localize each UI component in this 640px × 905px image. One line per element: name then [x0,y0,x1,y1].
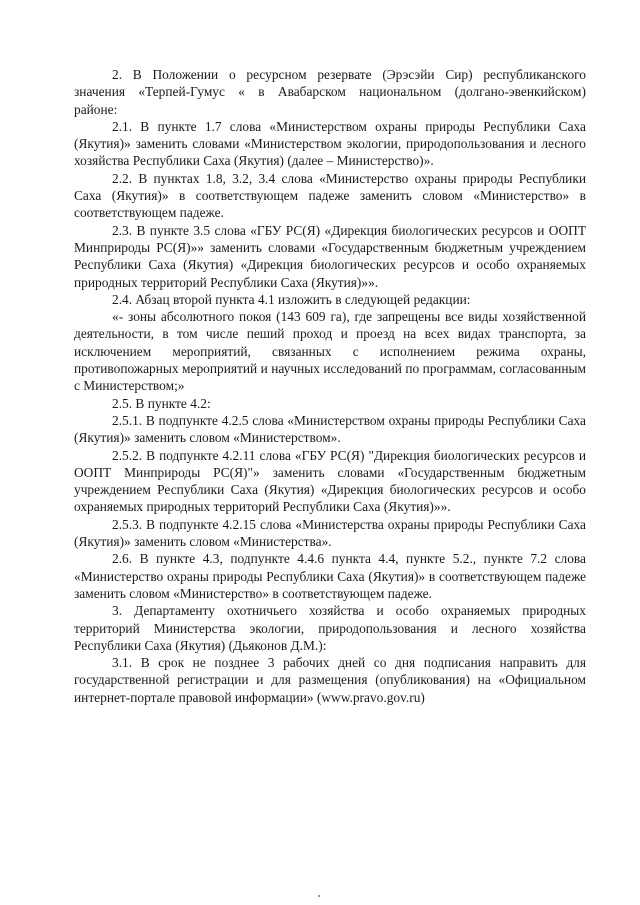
paragraph-item-2-3: 2.3. В пункте 3.5 слова «ГБУ РС(Я) «Дирекция биологических ресурсов и ООПТ Минприроды РС(Я)»» заменить словами «Государственным бюджетным учреждением Республики Саха (Якутия) «Дирекция биологических ресурсов и особо охраняемых природных территорий Республики Саха (Якутия)»». [74,222,586,290]
paragraph-item-2-6: 2.6. В пункте 4.3, подпункте 4.4.6 пункта 4.4, пункте 5.2., пункте 7.2 слова «Министерство охраны природы Республики Саха (Якутия)» в соответствующем падеже заменить словом «Министерство» в соответствующем падеже. [74,551,586,601]
paragraph-item-2-4: 2.4. Абзац второй пункта 4.1 изложить в следующей редакции: [112,291,471,307]
paragraph-item-2-1: 2.1. В пункте 1.7 слова «Министерством охраны природы Республики Саха (Якутия)» заменить словами «Министерством экологии, природопользования и лесного хозяйства Республики Саха (Якутия) (далее – Министерство)». [74,118,586,169]
document-body [74,66,586,706]
paragraph-item-2-2: 2.2. В пунктах 1.8, 3.2, 3.4 слова «Министерство охраны природы Республики Саха (Якутия)» в соответствующем падеже заменить словом «Министерство» в соответствующем падеже. [74,170,586,221]
paragraph-item-2-5-1: 2.5.1. В подпункте 4.2.5 слова «Министерством охраны природы Республики Саха (Якутия)» заменить словом «Министерством». [74,412,586,446]
paragraph-item-2: 2. В Положении о ресурсном резервате (Эрэсэйи Сир) республиканского значения «Терпей-Гумус « в Авабарском национальном (долгано-эвенкийском) районе: [74,67,586,117]
paragraph-item-3-1: 3.1. В срок не позднее 3 рабочих дней со дня подписания направить для государственной регистрации и для размещения (опубликования) на «Официальном интернет-портале правовой информации» (www.pravo.gov.ru) [74,655,586,705]
paragraph-item-2-5-2: 2.5.2. В подпункте 4.2.11 слова «ГБУ РС(Я) "Дирекция биологических ресурсов и ООПТ Минприроды РС(Я)"» заменить словами «Государственным бюджетным учреждением Республики Саха (Якутия) «Дирекция биологических ресурсов и особо охраняемых природных территорий Республики Саха (Якутия)»». [74,447,586,515]
paragraph-item-2-5: 2.5. В пункте 4.2: [112,395,211,411]
scan-speck [318,895,320,897]
paragraph-quoted-zone: «- зоны абсолютного покоя (143 609 га), где запрещены все виды хозяйственной деятельности, в том числе пеший проход и проезд на всех видах транспорта, за исключением мероприятий, связанных с исполнением режима охраны, противопожарных мероприятий и научных исследований по программам, согласованным с Министерством;» [74,309,586,394]
paragraph-item-3: 3. Департаменту охотничьего хозяйства и особо охраняемых природных территорий Министерства экологии, природопользования и лесного хозяйства Республики Саха (Якутия) (Дьяконов Д.М.): [74,603,586,653]
paragraph-item-2-5-3: 2.5.3. В подпункте 4.2.15 слова «Министерства охраны природы Республики Саха (Якутия)» заменить словом «Министерства». [74,516,586,550]
